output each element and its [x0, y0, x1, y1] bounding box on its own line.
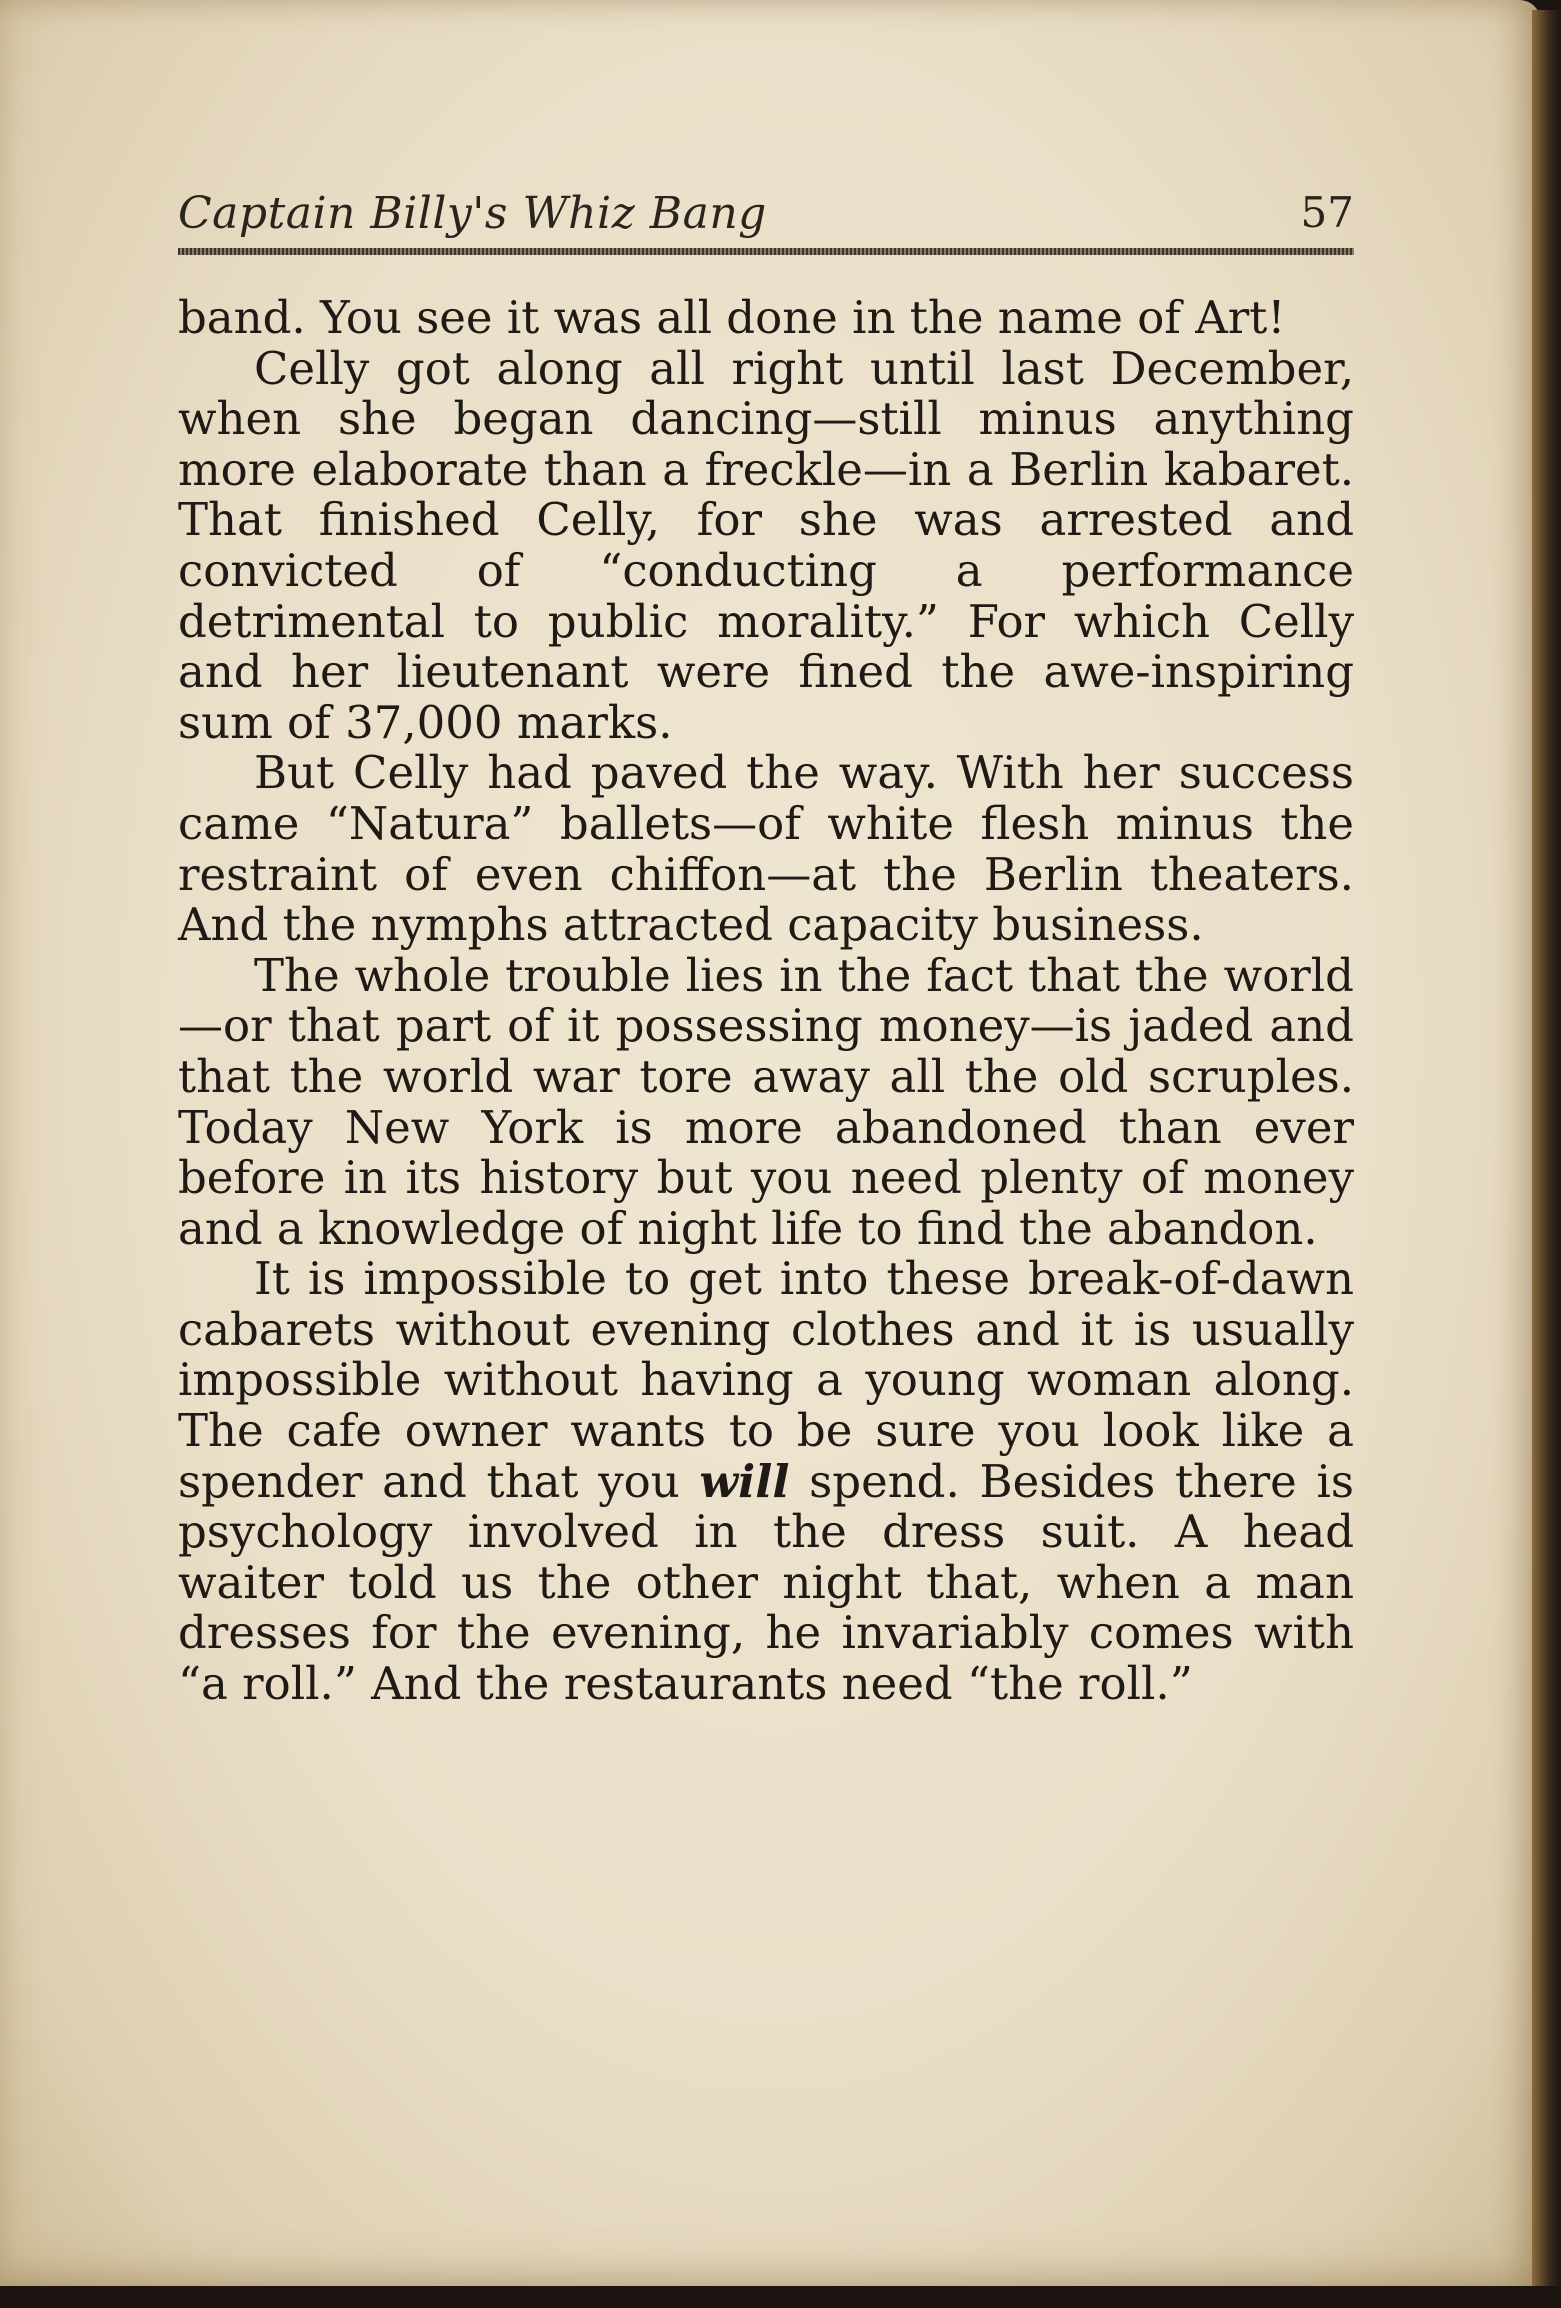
emphasis-will: will: [699, 1454, 790, 1508]
paragraph-5-start: It is impossible to get into these break-of-dawn cabarets without evening clothes and it is usually impossible without having a young woman along. The cafe owner wants to be sure you look like a spender and that you: [178, 1252, 1354, 1508]
paragraph-4: The whole trouble lies in the fact that the world—or that part of it possessing money—is jaded and that the world war tore away all the old scruples. Today New York is more abandoned than ever before in its history but you need plenty of money and a knowledge of night life to find the abandon.: [178, 948, 1354, 1255]
page-number: 57: [1300, 188, 1354, 237]
paragraph-5: [178, 1254, 1354, 1709]
body-text: [178, 293, 1354, 1710]
paragraph-5-end: spend. Besides there is psychology involved in the dress suit. A head waiter told us the other night that, when a man dresses for the evening, he invariably comes with “a roll.” And the restaurants need “the roll.”: [178, 1454, 1354, 1711]
page-edge-bottom: [0, 2286, 1561, 2308]
running-header: [178, 188, 1354, 252]
paragraph-3: But Celly had paved the way. With her success came “Natura” ballets—of white flesh minus the restraint of even chiffon—at the Berlin theaters. And the nymphs attracted capacity business.: [178, 746, 1354, 952]
page-edge-right: [1532, 10, 1561, 2290]
header-rule: [178, 248, 1354, 255]
running-title: Captain Billy's Whiz Bang: [178, 188, 767, 239]
paragraph-1: band. You see it was all done in the name of Art!: [178, 291, 1286, 344]
paragraph-2: Celly got along all right until last December, when she began dancing—still minus anything more elaborate than a freckle—in a Berlin kabaret. That finished Celly, for she was arrested and convicted of “conducting a performance detrimental to public morality.” For which Celly and her lieutenant were fined the awe-inspiring sum of 37,000 marks.: [178, 341, 1354, 749]
